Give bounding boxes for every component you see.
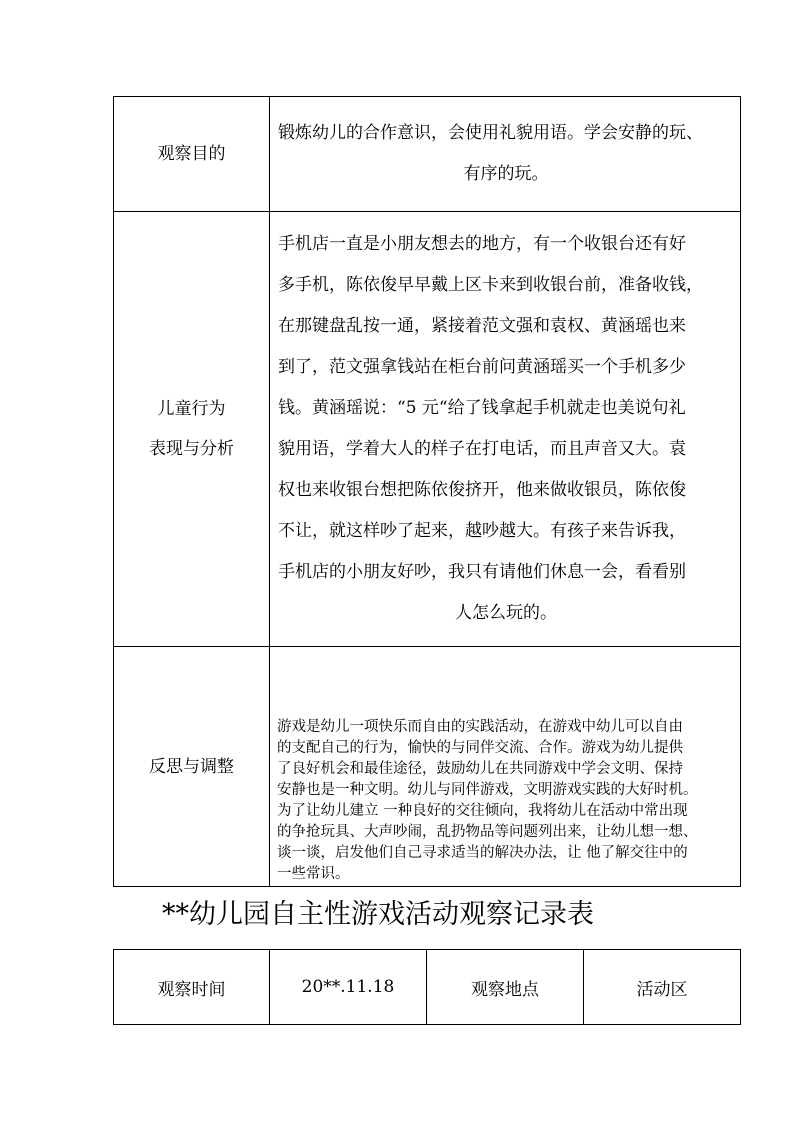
behavior-line: 权也来收银台想把陈依俊挤开，他来做收银员，陈依俊 <box>278 480 686 500</box>
reflection-label: 反思与调整 <box>114 647 270 887</box>
purpose-line-2: 有序的玩。 <box>463 164 549 184</box>
reflection-line: 的争抢玩具、大声吵闹，乱扔物品等问题列出来，让幼儿想一想、 <box>277 824 698 840</box>
observation-table <box>113 96 741 887</box>
behavior-line: 手机店的小朋友好吵，我只有请他们休息一会，看看别 <box>278 562 686 582</box>
reflection-line: 游戏是幼儿一项快乐而自由的实践活动，在游戏中幼儿可以自由 <box>277 719 683 735</box>
time-value: 20**.11.18 <box>270 950 427 1025</box>
behavior-line: 多手机，陈依俊早早戴上区卡来到收银台前，准备收钱， <box>278 275 703 295</box>
behavior-line: 在那键盘乱按一通，紧接着范文强和袁权、黄涵瑶也来 <box>278 316 686 336</box>
behavior-label <box>114 212 270 647</box>
behavior-label-line-2: 表现与分析 <box>149 439 234 459</box>
reflection-line: 一些常识。 <box>277 866 350 882</box>
behavior-line: 貌用语，学着大人的样子在打电话，而且声音又大。袁 <box>278 439 686 459</box>
place-label: 观察地点 <box>427 950 584 1025</box>
reflection-line: 的支配自己的行为，愉快的与同伴交流、合作。游戏为幼儿提供 <box>277 740 683 756</box>
behavior-line: 人怎么玩的。 <box>455 603 557 623</box>
reflection-line: 谈一谈，启发他们自己寻求适当的解决办法，让 他了解交往中的 <box>277 845 688 861</box>
purpose-content <box>270 97 741 212</box>
purpose-line-1: 锻炼幼儿的合作意识，会使用礼貌用语。学会安静的玩、 <box>278 123 703 143</box>
behavior-line: 到了，范文强拿钱站在柜台前问黄涵瑶买一个手机多少 <box>278 357 686 377</box>
behavior-line: 钱。黄涵瑶说：“5 元“给了钱拿起手机就走也美说句礼 <box>278 398 686 418</box>
info-table <box>113 949 741 1025</box>
row-behavior <box>114 212 741 647</box>
page-title: **幼儿园自主性游戏活动观察记录表 <box>162 899 594 930</box>
behavior-label-line-1: 儿童行为 <box>157 399 226 419</box>
reflection-line: 安静也是一种文明。幼儿与同伴游戏，文明游戏实践的大好时机。 <box>277 782 698 798</box>
reflection-line: 为了让幼儿建立 一种良好的交往倾向，我将幼儿在活动中常出现 <box>277 803 688 819</box>
reflection-line: 了良好机会和最佳途径，鼓励幼儿在共同游戏中学会文明、保持 <box>277 761 683 777</box>
time-label: 观察时间 <box>114 950 270 1025</box>
place-value: 活动区 <box>584 950 741 1025</box>
behavior-line: 手机店一直是小朋友想去的地方，有一个收银台还有好 <box>278 234 686 254</box>
row-purpose <box>114 97 741 212</box>
info-row <box>114 950 741 1025</box>
behavior-line: 不让，就这样吵了起来，越吵越大。有孩子来告诉我， <box>278 521 686 541</box>
purpose-label: 观察目的 <box>114 97 270 212</box>
behavior-content <box>270 212 741 647</box>
row-reflection <box>114 647 741 887</box>
reflection-content <box>270 647 741 887</box>
